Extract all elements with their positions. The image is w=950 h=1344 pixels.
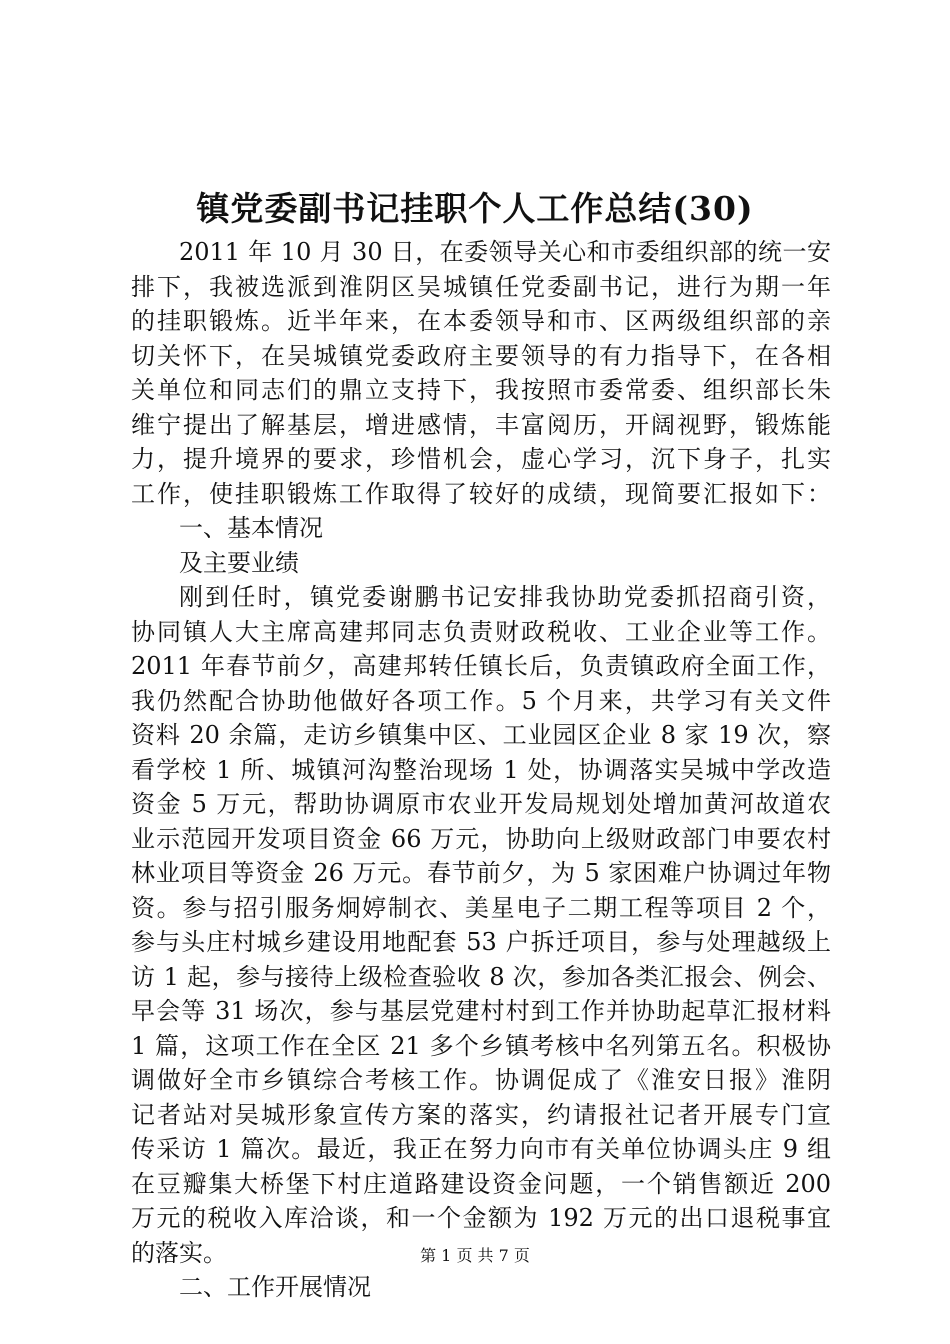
- paragraph-line: 参与头庄村城乡建设用地配套 53 户拆迁项目，参与处理越级上: [131, 928, 831, 956]
- section-heading-line: 及主要业绩: [179, 548, 299, 577]
- paragraph-line: 关单位和同志们的鼎立支持下，我按照市委常委、组织部长朱: [131, 376, 831, 404]
- paragraph-line: 的挂职锻炼。近半年来，在本委领导和市、区两级组织部的亲: [131, 307, 831, 335]
- paragraph-line: 林业项目等资金 26 万元。春节前夕，为 5 家困难户协调过年物: [131, 859, 831, 887]
- paragraph-line: 刚到任时，镇党委谢鹏书记安排我协助党委抓招商引资，: [179, 583, 831, 611]
- paragraph-line: 维宁提出了解基层，增进感情，丰富阅历，开阔视野，锻炼能: [131, 410, 831, 439]
- document-body: [131, 235, 831, 1305]
- page-number-footer: 第 1 页 共 7 页: [420, 1246, 530, 1265]
- paragraph-line: 协同镇人大主席高建邦同志负责财政税收、工业企业等工作。: [131, 617, 831, 646]
- paragraph-line: 万元的税收入库洽谈，和一个金额为 192 万元的出口退税事宜: [131, 1204, 831, 1232]
- paragraph-line: 我仍然配合协助他做好各项工作。5 个月来，共学习有关文件: [131, 686, 831, 715]
- paragraph-line: 2011 年 10 月 30 日，在委领导关心和市委组织部的统一安: [179, 238, 831, 266]
- section-heading-line: 一、基本情况: [179, 514, 323, 542]
- paragraph-line: 看学校 1 所、城镇河沟整治现场 1 处，协调落实吴城中学改造: [131, 755, 831, 784]
- paragraph-line: 资料 20 余篇，走访乡镇集中区、工业园区企业 8 家 19 次，察: [131, 721, 831, 749]
- paragraph-line: 调做好全市乡镇综合考核工作。协调促成了《淮安日报》淮阴: [131, 1066, 831, 1094]
- paragraph-line: 记者站对吴城形象宣传方案的落实，约请报社记者开展专门宣: [131, 1100, 831, 1129]
- paragraph-line: 切关怀下，在吴城镇党委政府主要领导的有力指导下，在各相: [131, 341, 831, 370]
- section-heading-line: 二、工作开展情况: [179, 1273, 371, 1301]
- paragraph-line: 资。参与招引服务炯婷制衣、美星电子二期工程等项目 2 个，: [131, 893, 831, 922]
- paragraph-line: 早会等 31 场次，参与基层党建村村到工作并协助起草汇报材料: [131, 997, 831, 1025]
- paragraph-line: 1 篇，这项工作在全区 21 多个乡镇考核中名列第五名。积极协: [131, 1031, 831, 1060]
- document-title: 镇党委副书记挂职个人工作总结(30): [196, 189, 754, 228]
- paragraph-line: 排下，我被选派到淮阴区吴城镇任党委副书记，进行为期一年: [131, 272, 831, 301]
- paragraph-line: 的落实。: [131, 1238, 227, 1267]
- paragraph-line: 传采访 1 篇次。最近，我正在努力向市有关单位协调头庄 9 组: [131, 1135, 831, 1163]
- paragraph-line: 在豆瓣集大桥堡下村庄道路建设资金问题，一个销售额近 200: [131, 1169, 831, 1198]
- paragraph-line: 访 1 起，参与接待上级检查验收 8 次，参加各类汇报会、例会、: [131, 962, 831, 991]
- paragraph-line: 力，提升境界的要求，珍惜机会，虚心学习，沉下身子，扎实: [131, 445, 831, 473]
- paragraph-line: 资金 5 万元，帮助协调原市农业开发局规划处增加黄河故道农: [131, 790, 831, 818]
- paragraph-line: 工作，使挂职锻炼工作取得了较好的成绩，现简要汇报如下：: [131, 479, 831, 508]
- paragraph-line: 业示范园开发项目资金 66 万元，协助向上级财政部门申要农村: [131, 824, 831, 853]
- paragraph-line: 2011 年春节前夕，高建邦转任镇长后，负责镇政府全面工作，: [131, 652, 831, 680]
